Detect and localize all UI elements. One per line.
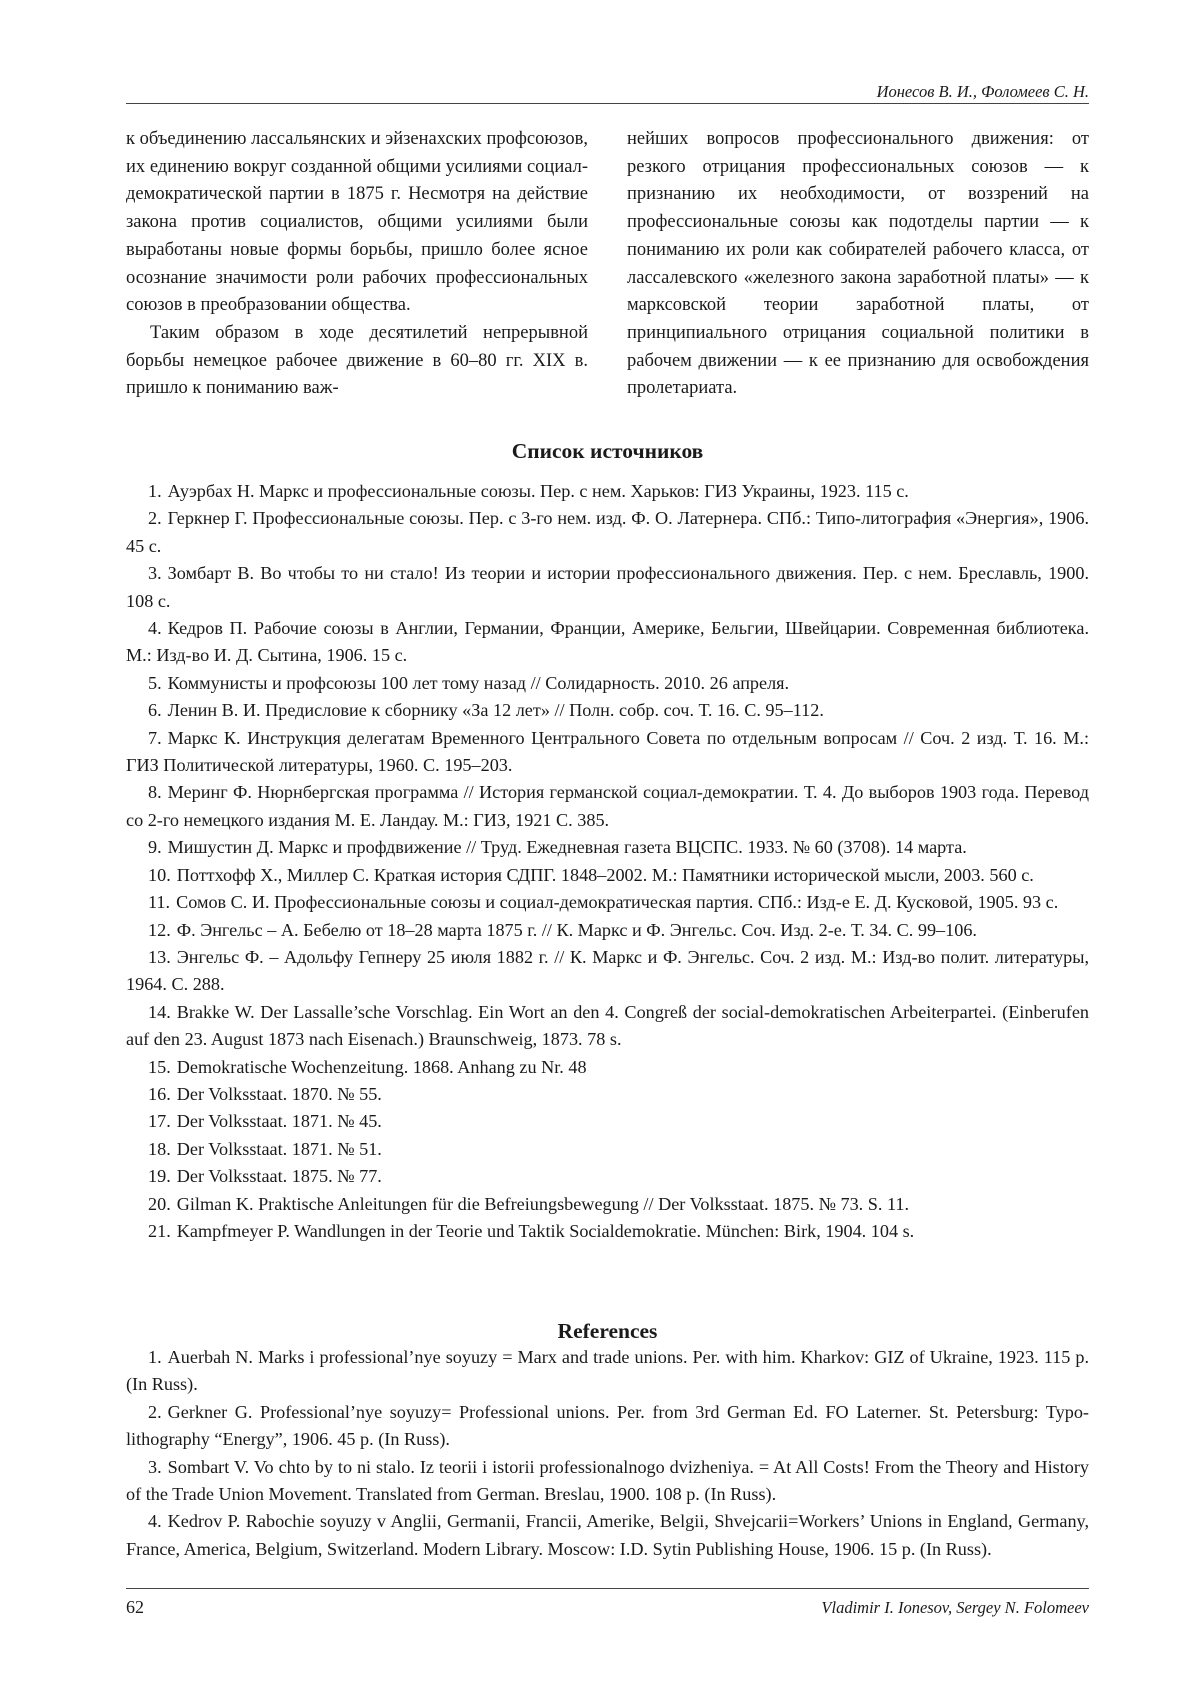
footer-authors: Vladimir I. Ionesov, Sergey N. Folomeev	[821, 1598, 1089, 1617]
list-item-number: 6.	[148, 700, 162, 721]
list-item	[126, 615, 1089, 670]
header-rule	[126, 103, 1089, 104]
list-item-number: 14.	[148, 1001, 171, 1022]
list-item-number: 1.	[148, 1347, 162, 1367]
list-item-text: Gerkner G. Professional’nye soyuzy= Professional unions. Per. from 3rd German Ed. FO Laterner. St. Petersburg: Typo-lithography “Energy”, 1906. 45 p. (In Russ).	[126, 1401, 1089, 1450]
list-item	[126, 944, 1089, 999]
list-item-number: 9.	[148, 837, 162, 858]
right-column-paragraph-1: нейших вопросов профессионального движения: от резкого отрицания профессиональных союзов — к признанию их необходимости, от воззрений на профессиональные союзы как подотделы партии — к пониманию их роли как собирателей рабочего класса, от лассалевского «железного закона заработной платы» — к марксовской теории заработной платы, от принципиального отрицания социальной политики в рабочем движении — к ее признанию для освобождения пролетариата.	[627, 129, 1089, 399]
list-item	[126, 1344, 1089, 1399]
list-item	[126, 505, 1089, 560]
list-item-text: Ленин В. И. Предисловие к сборнику «За 12 лет» // Полн. собр. соч. Т. 16. С. 95–112.	[167, 700, 824, 721]
list-item-text: Der Volksstaat. 1871. № 51.	[176, 1138, 382, 1159]
journal-page	[126, 0, 1089, 1697]
list-item-text: Энгельс Ф. – Адольфу Гепнеру 25 июля 1882 г. // К. Маркс и Ф. Энгельс. Соч. 2 изд. М.: Изд-во полит. литературы, 1964. С. 288.	[126, 946, 1089, 995]
list-item-number: 2.	[148, 1401, 162, 1422]
left-column-paragraph-1: к объединению лассальянских и эйзенахских профсоюзов, их единению вокруг созданной общими усилиями социал-демократической партии в 1875 г. Несмотря на действие закона против социалистов, общими усилиями были выработаны новые формы борьбы, пришло более ясное осознание значимости роли рабочих профессиональных союзов в преобразовании общества.	[126, 129, 588, 316]
list-item	[126, 999, 1089, 1054]
running-header: Ионесов В. И., Фоломеев С. Н.	[876, 82, 1089, 101]
list-item-text: Зомбарт В. Во чтобы то ни стало! Из теории и истории профессионального движения. Пер. с нем. Бреславль, 1900. 108 с.	[126, 563, 1089, 611]
list-item-number: 18.	[148, 1138, 171, 1159]
list-item	[126, 1454, 1089, 1509]
list-item	[126, 725, 1089, 780]
list-item-number: 13.	[148, 946, 171, 967]
list-item-text: Auerbah N. Marks i professional’nye soyuzy = Marx and trade unions. Per. with him. Kharkov: GIZ of Ukraine, 1923. 115 p. (In Russ).	[126, 1347, 1089, 1395]
body-columns	[126, 126, 1089, 403]
page-number: 62	[126, 1597, 144, 1617]
list-item-text: Кедров П. Рабочие союзы в Англии, Германии, Франции, Америке, Бельгии, Швейцарии. Современная библиотека. М.: Изд-во И. Д. Сытина, 1906. 15 с.	[126, 618, 1089, 666]
list-item-number: 2.	[148, 508, 162, 529]
list-item	[126, 1136, 1089, 1163]
list-item	[126, 697, 1089, 724]
right-column	[627, 126, 1089, 403]
left-column	[126, 126, 588, 403]
list-item-number: 7.	[148, 727, 162, 748]
list-item-number: 21.	[148, 1220, 171, 1241]
list-item-text: Маркс К. Инструкция делегатам Временного Центрального Совета по отдельным вопросам // Соч. 2 изд. Т. 16. М.: ГИЗ Политической литературы, 1960. С. 195–203.	[126, 727, 1089, 776]
list-item	[126, 1508, 1089, 1563]
list-item	[126, 862, 1089, 889]
list-item-text: Der Volksstaat. 1870. № 55.	[176, 1083, 382, 1104]
list-item-text: Brakke W. Der Lassalle’sche Vorschlag. Ein Wort an den 4. Congreß der social-demokratischen Arbeiterpartei. (Einberufen auf den 23. August 1873 nach Eisenach.) Braunschweig, 1873. 78 s.	[126, 1001, 1089, 1050]
list-item	[126, 1054, 1089, 1081]
list-item-text: Demokratische Wochenzeitung. 1868. Anhang zu Nr. 48	[176, 1056, 587, 1077]
list-item-number: 8.	[148, 782, 162, 803]
list-item-text: Меринг Ф. Нюрнбергская программа // История германской социал-демократии. Т. 4. До выборов 1903 года. Перевод со 2-го немецкого издания М. Е. Ландау. М.: ГИЗ, 1921 С. 385.	[126, 782, 1089, 830]
list-item-number: 15.	[148, 1056, 171, 1077]
list-item	[126, 834, 1089, 861]
list-item-number: 4.	[148, 618, 162, 639]
list-item-number: 10.	[148, 864, 171, 885]
list-item-text: Der Volksstaat. 1871. № 45.	[176, 1111, 382, 1132]
list-item	[126, 670, 1089, 697]
list-item-text: Ауэрбах Н. Маркс и профессиональные союзы. Пер. с нем. Харьков: ГИЗ Украины, 1923. 115 с.	[167, 481, 909, 501]
sources-title: Список источников	[511, 439, 704, 463]
list-item-number: 12.	[148, 919, 171, 940]
list-item-text: Ф. Энгельс – А. Бебелю от 18–28 марта 1875 г. // К. Маркс и Ф. Энгельс. Соч. Изд. 2-е. Т. 34. С. 99–106.	[176, 919, 977, 940]
list-item-text: Коммунисты и профсоюзы 100 лет тому назад // Солидарность. 2010. 26 апреля.	[167, 672, 790, 693]
list-item-text: Мишустин Д. Маркс и профдвижение // Труд. Ежедневная газета ВЦСПС. 1933. № 60 (3708). 14 марта.	[167, 837, 967, 858]
list-item-number: 3.	[148, 563, 162, 584]
list-item-number: 16.	[148, 1083, 171, 1104]
list-item	[126, 917, 1089, 944]
list-item-number: 4.	[148, 1511, 162, 1532]
list-item-number: 1.	[148, 481, 162, 501]
list-item-text: Геркнер Г. Профессиональные союзы. Пер. с 3-го нем. изд. Ф. О. Латернера. СПб.: Типо-литография «Энергия», 1906. 45 с.	[126, 508, 1089, 556]
list-item	[126, 1163, 1089, 1190]
list-item	[126, 1399, 1089, 1454]
list-item	[126, 1218, 1089, 1245]
list-item-number: 5.	[148, 672, 162, 693]
references-list	[126, 1344, 1089, 1563]
list-item-text: Kampfmeyer P. Wandlungen in der Teorie und Taktik Socialdemokratie. München: Birk, 1904. 104 s.	[176, 1220, 915, 1241]
list-item-text: Der Volksstaat. 1875. № 77.	[176, 1166, 382, 1187]
list-item	[126, 1108, 1089, 1135]
list-item	[126, 478, 1089, 505]
list-item-number: 3.	[148, 1456, 162, 1477]
list-item	[126, 889, 1089, 916]
list-item-number: 20.	[148, 1193, 171, 1214]
list-item-text: Gilman K. Praktische Anleitungen für die Befreiungsbewegung // Der Volksstaat. 1875. № 73. S. 11.	[176, 1193, 910, 1214]
list-item	[126, 1191, 1089, 1218]
list-item-number: 19.	[148, 1166, 171, 1187]
list-item	[126, 779, 1089, 834]
references-title: References	[557, 1319, 658, 1343]
list-item-text: Сомов С. И. Профессиональные союзы и социал-демократическая партия. СПб.: Изд-е Е. Д. Кусковой, 1905. 93 с.	[176, 892, 1059, 913]
list-item	[126, 1081, 1089, 1108]
sources-list	[126, 478, 1089, 1245]
list-item-number: 17.	[148, 1111, 171, 1132]
left-column-paragraph-2: Таким образом в ходе десятилетий непрерывной борьбы немецкое рабочее движение в 60–80 гг. XIX в. пришло к пониманию важ-	[126, 322, 588, 399]
list-item	[126, 560, 1089, 615]
list-item-text: Sombart V. Vo chto by to ni stalo. Iz teorii i istorii professionalnogo dvizheniya. = At All Costs! From the Theory and History of the Trade Union Movement. Translated from German. Breslau, 1900. 108 p. (In Russ).	[126, 1456, 1089, 1505]
list-item-number: 11.	[148, 892, 171, 913]
list-item-text: Kedrov P. Rabochie soyuzy v Anglii, Germanii, Francii, Amerike, Belgii, Shvejcarii=Workers’ Unions in England, Germany, France, America, Belgium, Switzerland. Modern Library. Moscow: I.D. Sytin Publishing House, 1906. 15 p. (In Russ).	[126, 1511, 1089, 1559]
list-item-text: Поттхофф Х., Миллер С. Краткая история СДПГ. 1848–2002. М.: Памятники исторической мысли, 2003. 560 с.	[176, 864, 1034, 885]
footer-rule	[126, 1588, 1089, 1589]
